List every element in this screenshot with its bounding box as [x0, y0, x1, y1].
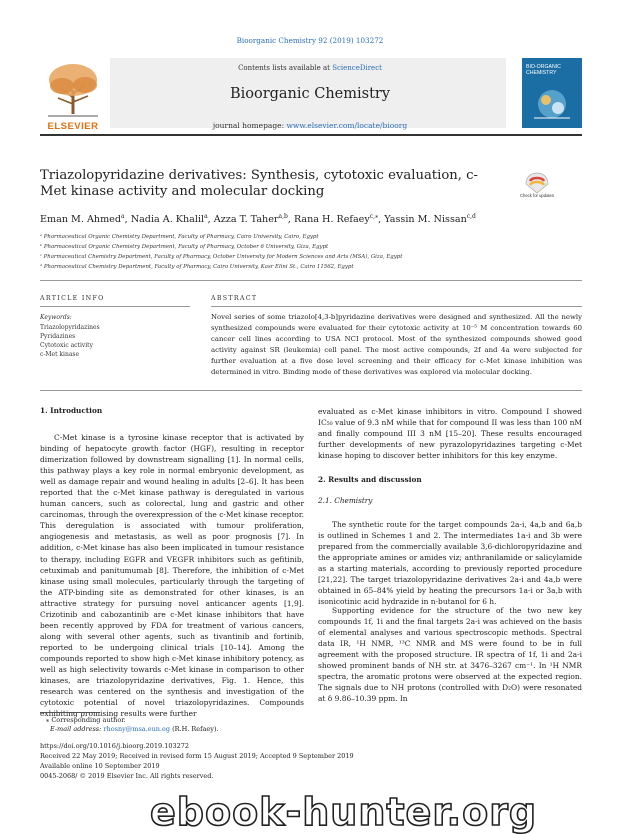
publisher-name: ELSEVIER: [47, 121, 99, 132]
author-affiliation-mark: c,d: [466, 213, 476, 220]
article-title: Triazolopyridazine derivatives: Synthesis, cytotoxic evaluation, c-Met kinase activity and molecular docking: [40, 168, 478, 199]
email-label: E-mail address:: [50, 725, 104, 733]
copyright-notice: 0045-2068/ © 2019 Elsevier Inc. All rights reserved.: [40, 772, 214, 780]
keyword: Pyridazines: [40, 333, 76, 340]
affiliation: ᶜ Pharmaceutical Chemistry Department, Faculty of Pharmacy, October University for Modern Sciences and Arts (MSA), Giza, Egypt: [40, 254, 403, 260]
keyword: Triazolopyridazines: [40, 324, 100, 331]
section-heading-introduction: 1. Introduction: [40, 406, 103, 415]
affiliation: ᵇ Pharmaceutical Organic Chemistry Department, Faculty of Pharmacy, October 6 University, Giza, Egypt: [40, 244, 329, 250]
author-affiliation-mark: a: [121, 213, 125, 220]
author-affiliation-mark: a: [204, 213, 208, 220]
abstract-text: Novel series of some triazolo[4,3-b]pyridazine derivatives were designed and synthesized. All the newly synthesized compounds were evaluated for their cytotoxic activity at 10⁻⁵ M concentration towards 60 cancer cell lines according to USA NCI protocol. Most of the synthesized compounds showed good activity against SR (leukemia) cell panel. The most active compounds, 2f and 4a were subjected for further evaluation at a five dose level screening and their efficacy for c-Met kinase inhibition was determined in vitro. Binding mode of these derivatives was explored via molecular docking.: [211, 313, 582, 376]
homepage-link[interactable]: www.elsevier.com/locate/bioorg: [286, 121, 408, 130]
received-dates: Received 22 May 2019; Received in revised form 15 August 2019; Accepted 9 September 2019: [40, 752, 354, 760]
chemistry-paragraph: Supporting evidence for the structure of the two new key compounds 1f, 1i and the final targets 2a-i was achieved on the basis of elemental analyses and various spectroscopic methods. Spectral data IR, ¹H NMR, ¹³C NMR and MS were found to be in full agreement with the proposed structure. IR spectra of 1f, 1i and 2a-i showed prominent bands of NH str. at 3476–3267 cm⁻¹. In ¹H NMR spectra, the aromatic protons were observed at the expected region. The signals due to NH protons (controlled with D₂O) were resonated at δ 9.86–10.39 ppm. In: [318, 606, 582, 704]
abstract-rule: [211, 306, 582, 307]
chemistry-paragraph: The synthetic route for the target compounds 2a-i, 4a,b and 6a,b is outlined in Schemes 1 and 2. The intermediates 1a-i and 3b were prepared from the commercially available 3,6-dichloropyridazine and the appropriate amines or amides viz; anthranilamide or salicylamide as a starting materials, according to previously reported procedure [21,22]. The target triazolopyridazine derivatives 2a-i and 4a,b were obtained in 65–84% yield by heating the precursors 1a-i or 3a,b with isonicotinic acid hydrazide in n-butanol for 6 h.: [318, 520, 582, 607]
available-online-date: Available online 10 September 2019: [40, 762, 160, 770]
article-info-heading: ARTICLE INFO: [40, 295, 105, 302]
email-suffix: (R.H. Refaey).: [170, 725, 219, 733]
author-affiliation-mark: a,b: [278, 213, 288, 220]
journal-citation[interactable]: Bioorganic Chemistry 92 (2019) 103272: [236, 36, 384, 45]
author-affiliation-mark: c,⁎: [369, 213, 379, 220]
corresponding-author-note: ⁎ Corresponding author.: [46, 716, 126, 724]
author-name[interactable]: Rana H. Refaey: [293, 214, 370, 226]
email-link[interactable]: rhosny@msa.eun.eg: [103, 725, 171, 733]
footnote-rule: [40, 712, 100, 713]
author-name[interactable]: Eman M. Ahmed: [40, 214, 121, 226]
keyword: c-Met kinase: [40, 351, 80, 358]
subsection-heading-chemistry: 2.1. Chemistry: [318, 496, 373, 505]
affiliation: ᵃ Pharmaceutical Organic Chemistry Department, Faculty of Pharmacy, Cairo University, Cairo, Egypt: [40, 234, 319, 240]
email-line: [50, 725, 219, 733]
journal-name: Bioorganic Chemistry: [229, 86, 391, 102]
section-heading-results: 2. Results and discussion: [318, 475, 422, 484]
author-name[interactable]: Nadia A. Khalil: [130, 214, 205, 226]
author-name[interactable]: Yassin M. Nissan: [384, 214, 467, 226]
check-for-updates-label[interactable]: Check for updates: [520, 193, 554, 198]
homepage-prefix: journal homepage:: [212, 121, 287, 130]
abstract-heading: ABSTRACT: [211, 295, 258, 302]
doi-link[interactable]: https://doi.org/10.1016/j.bioorg.2019.103272: [40, 742, 190, 750]
watermark-text: ebook-hunter.org: [150, 790, 538, 834]
journal-cover-image: [522, 58, 582, 128]
article-info-rule: [40, 306, 190, 307]
keywords-label: Keywords:: [40, 314, 72, 321]
affiliation-rule: [40, 280, 582, 281]
author-list: Eman M. Ahmed$^a$, Nadia A. Khalil$^a$, Azza T. Taher$^{a,b}$, Rana H. Refaey$^{c,⁎}$, Yassin M. Nissan$^{c,d}$: [40, 213, 476, 226]
cover-title: BIO-ORGANIC CHEMISTRY: [526, 64, 561, 76]
introduction-paragraph: C-Met kinase is a tyrosine kinase receptor that is activated by binding of hepatocyte growth factor (HGF), resulting in receptor dimerization followed by downstream signalling [1]. In normal cells, this pathway plays a key role in normal embryonic development, as well as damage repair and wound healing in adults [2–6]. It has been reported that the c-Met kinase pathway is deregulated in various human cancers, such as colorectal, lung and gastric and other carcinomas, through the overexpression of the c-Met kinase receptor. This deregulation is associated with tumour proliferation, angiogenesis and metastasis, as well as poor prognosis [7]. In addition, c-Met kinase has also been implicated in tumour resistance to therapy, including EGFR and VEGFR inhibitors such as gefitinib, cetuximab and panitumumab [8]. Therefore, the inhibition of c-Met kinase using small molecules, particularly through the targeting of the ATP-binding site as demonstrated for other kinases, is an attractive strategy for pursuing novel anticancer agents [1,9]. Crizotinib and cabozantinib are c-Met kinase inhibitors that have been recently approved by FDA for treatment of various cancers, along with several other agents, such as tivantinib and fortinib, reported to be undergoing clinical trials [10–14]. Among the compounds reported to show high c-Met kinase inhibitory potency, as well as high selectivity towards c-Met kinase in comparison to other kinases, are triazolopyridazine derivatives, Fig. 1. Hence, this research was centered on the synthesis and investigation of the cytotoxic potential of novel triazolopyridazines. Compounds exhibiting promising results were further: [40, 433, 304, 719]
contents-prefix: Contents lists available at: [238, 64, 333, 72]
header-rule: [40, 134, 582, 136]
abstract-bottom-rule: [40, 390, 582, 391]
sciencedirect-link[interactable]: ScienceDirect: [332, 64, 382, 72]
affiliation: ᵈ Pharmaceutical Chemistry Department, Faculty of Pharmacy, Cairo University, Kasr Elini St., Cairo 11562, Egypt: [40, 264, 354, 270]
author-name[interactable]: Azza T. Taher: [213, 214, 279, 226]
keyword: Cytotoxic activity: [40, 342, 93, 349]
introduction-continued-paragraph: evaluated as c-Met kinase inhibitors in vitro. Compound I showed IC₅₀ value of 9.3 nM while that for compound II was less than 100 nM and finally compound III 3 nM [15–20]. These results encouraged further developments of new pyrazolopyridazines targeting c-Met kinase hoping to discover better inhibitors for this key enzyme.: [318, 407, 582, 461]
